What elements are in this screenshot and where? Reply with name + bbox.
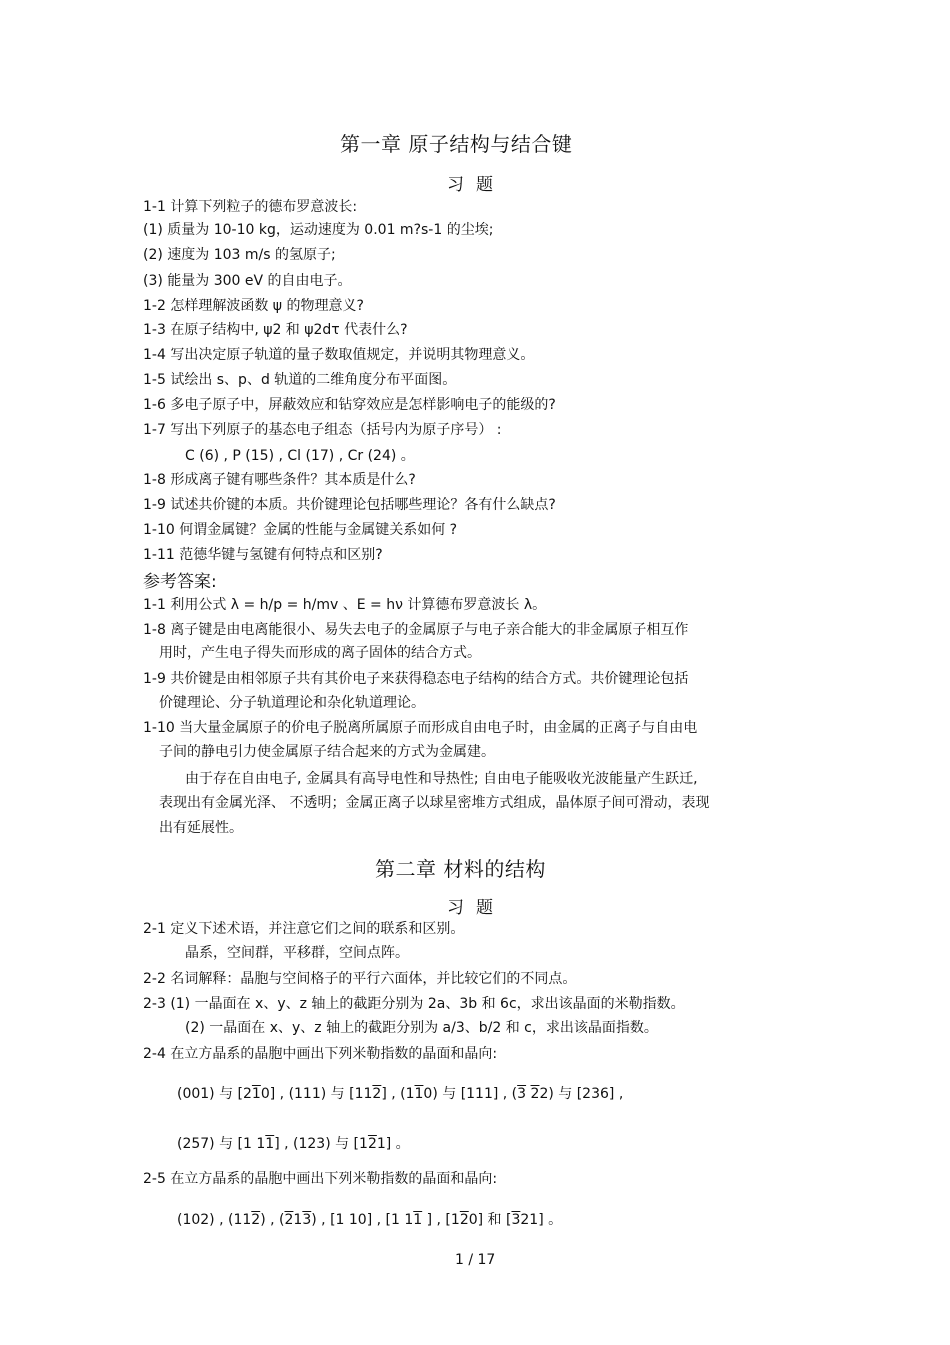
exercise-1-4: 1-4 写出决定原子轨道的量子数取值规定，并说明其物理意义。	[143, 347, 535, 363]
answer-1-8: 1-8 离子键是由电离能很小、易失去电子的金属原子与电子亲合能大的非金属原子相互作	[143, 622, 689, 638]
exercise-1-7-atoms: C (6) , P (15) , Cl (17) , Cr (24) 。	[185, 448, 415, 464]
exercise-2-3-part2: (2) 一晶面在 x、y、z 轴上的截距分别为 a/3、b/2 和 c，求出该晶面指数。	[185, 1020, 658, 1036]
answer-1-9-cont: 价键理论、分子轨道理论和杂化轨道理论。	[159, 695, 425, 711]
exercise-2-4: 2-4 在立方晶系的晶胞中画出下列米勒指数的晶面和晶向:	[143, 1046, 498, 1062]
page-number: 1 / 17	[455, 1252, 496, 1268]
exercise-1-8: 1-8 形成离子键有哪些条件？其本质是什么?	[143, 472, 416, 488]
chapter1-title: 第一章 原子结构与结合键	[340, 132, 573, 156]
exercise-2-3-part1: 2-3 (1) 一晶面在 x、y、z 轴上的截距分别为 2a、3b 和 6c，求出该晶面的米勒指数。	[143, 996, 685, 1012]
exercise-1-3: 1-3 在原子结构中, ψ2 和 ψ2dτ 代表什么?	[143, 322, 408, 338]
exercise-1-1: 1-1 计算下列粒子的德布罗意波长:	[143, 199, 358, 215]
answer-1-10-para2-cont: 表现出有金属光泽、 不透明；金属正离子以球星密堆方式组成，晶体原子间可滑动，表现	[159, 795, 710, 811]
exercise-2-1: 2-1 定义下述术语，并注意它们之间的联系和区别。	[143, 921, 465, 937]
chapter2-subtitle: 习题	[447, 898, 505, 918]
answer-1-10-para2-end: 出有延展性。	[159, 820, 243, 836]
answer-1-10: 1-10 当大量金属原子的价电子脱离所属原子而形成自由电子时，由金属的正离子与自由电	[143, 720, 698, 736]
exercise-2-4-indices-row1: (001) 与 [210] , (111) 与 [112] , (110) 与 [111] , (3 22) 与 [236] ,	[177, 1086, 624, 1102]
answer-1-1: 1-1 利用公式 λ = h/p = h/mv 、E = hν 计算德布罗意波长 λ。	[143, 597, 547, 613]
exercise-1-1-part2: (2) 速度为 103 m/s 的氢原子;	[143, 247, 336, 263]
answer-1-10-cont: 子间的静电引力使金属原子结合起来的方式为金属建。	[159, 744, 495, 760]
answer-1-9: 1-9 共价键是由相邻原子共有其价电子来获得稳态电子结构的结合方式。共价键理论包括	[143, 671, 689, 687]
chapter1-subtitle: 习题	[447, 175, 505, 195]
answers-heading: 参考答案:	[143, 572, 217, 592]
exercise-1-1-part1: (1) 质量为 10-10 kg，运动速度为 0.01 m?s-1 的尘埃;	[143, 222, 494, 238]
exercise-1-5: 1-5 试绘出 s、p、d 轨道的二维角度分布平面图。	[143, 372, 457, 388]
exercise-1-2: 1-2 怎样理解波函数 ψ 的物理意义?	[143, 298, 364, 314]
exercise-1-1-part3: (3) 能量为 300 eV 的自由电子。	[143, 273, 352, 289]
exercise-1-6: 1-6 多电子原子中，屏蔽效应和钻穿效应是怎样影响电子的能级的?	[143, 397, 556, 413]
answer-1-10-para2: 由于存在自由电子, 金属具有高导电性和导热性; 自由电子能吸收光波能量产生跃迁,	[185, 771, 698, 787]
exercise-2-1-terms: 晶系，空间群，平移群，空间点阵。	[185, 945, 409, 961]
exercise-2-5-indices: (102) , (112) , (213) , [1 10] , [1 11 ] , [120] 和 [321] 。	[177, 1212, 563, 1228]
exercise-1-9: 1-9 试述共价键的本质。共价键理论包括哪些理论？各有什么缺点?	[143, 497, 556, 513]
exercise-2-5: 2-5 在立方晶系的晶胞中画出下列米勒指数的晶面和晶向:	[143, 1171, 498, 1187]
chapter2-title: 第二章 材料的结构	[375, 857, 546, 881]
exercise-2-4-indices-row2: (257) 与 [1 11] , (123) 与 [121] 。	[177, 1136, 410, 1152]
exercise-1-10: 1-10 何谓金属键？金属的性能与金属键关系如何 ?	[143, 522, 458, 538]
answer-1-8-cont: 用时，产生电子得失而形成的离子固体的结合方式。	[159, 645, 481, 661]
exercise-1-7: 1-7 写出下列原子的基态电子组态（括号内为原子序号） :	[143, 422, 502, 438]
exercise-1-11: 1-11 范德华键与氢键有何特点和区别?	[143, 547, 383, 563]
exercise-2-2: 2-2 名词解释：晶胞与空间格子的平行六面体，并比较它们的不同点。	[143, 971, 577, 987]
